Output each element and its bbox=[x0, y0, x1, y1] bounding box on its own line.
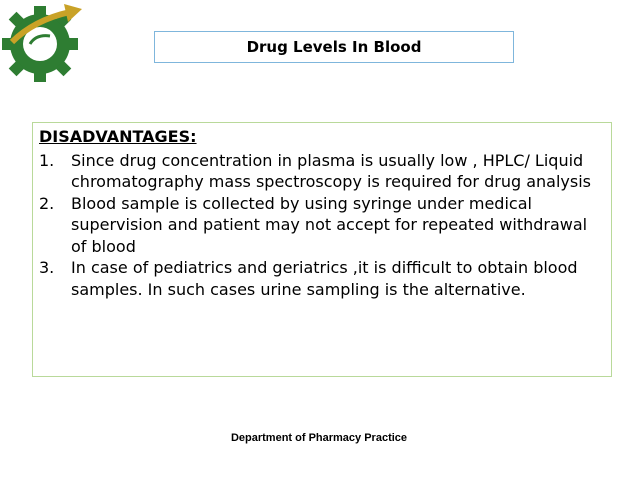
slide-title: Drug Levels In Blood bbox=[154, 31, 514, 63]
list-item bbox=[39, 150, 605, 193]
list-item-number: 2. bbox=[39, 193, 55, 213]
list-item-text: In case of pediatrics and geriatrics ,it is difficult to obtain blood samples. In such cases urine sampling is the alternative. bbox=[71, 258, 578, 299]
list-item-number: 1. bbox=[39, 150, 55, 170]
list-item-text: Blood sample is collected by using syringe under medical supervision and patient may not accept for repeated withdrawal of blood bbox=[71, 193, 588, 256]
list-item-number: 3. bbox=[39, 258, 55, 277]
section-heading: DISADVANTAGES: bbox=[39, 127, 197, 146]
list-item-text: Since drug concentration in plasma is usually low , HPLC/ Liquid chromatography mass spectroscopy is required for drug analysis bbox=[71, 150, 591, 191]
footer-department: Department of Pharmacy Practice bbox=[230, 432, 408, 444]
gear-arrow-logo-icon bbox=[0, 0, 88, 82]
content-panel bbox=[32, 122, 612, 377]
disadvantages-list bbox=[39, 150, 605, 301]
list-item bbox=[39, 257, 605, 300]
list-item bbox=[39, 193, 605, 258]
